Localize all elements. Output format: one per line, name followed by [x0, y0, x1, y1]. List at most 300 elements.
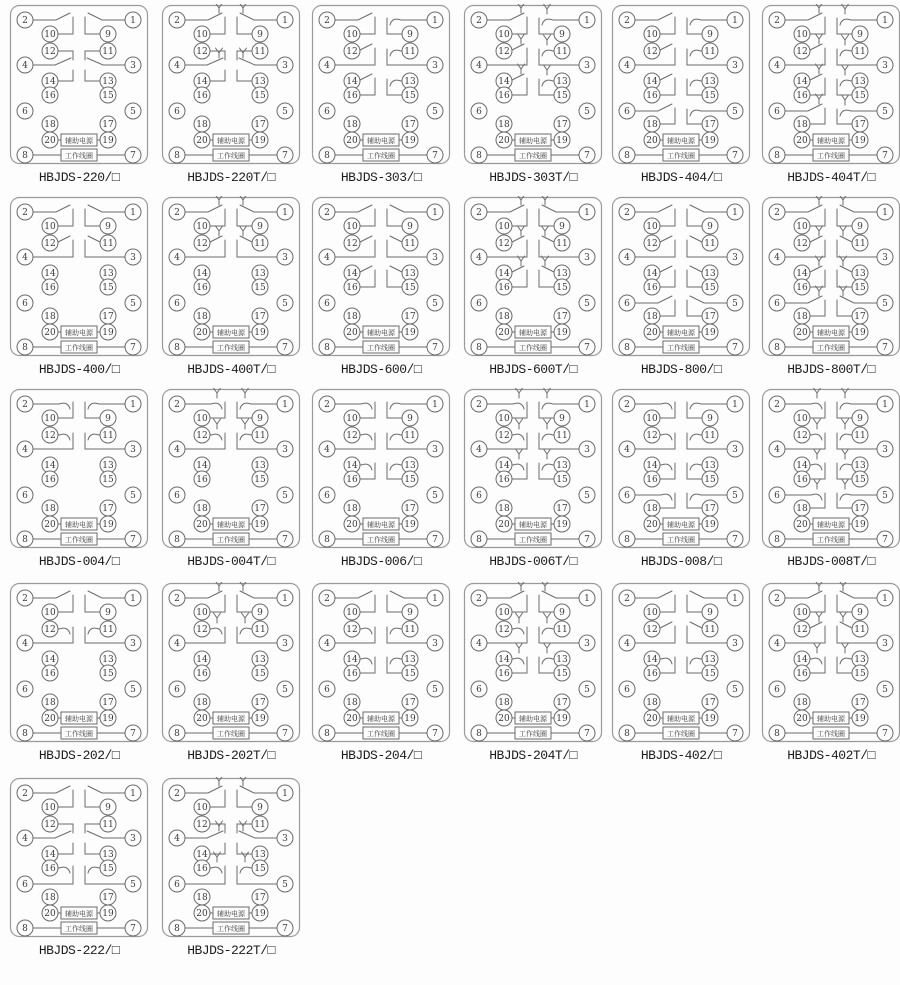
contact-nc-blade — [542, 628, 554, 634]
terminal-number: 14 — [796, 269, 808, 280]
contact-nc-fixed — [660, 657, 675, 673]
terminal-number: 3 — [282, 639, 288, 650]
terminal-number: 9 — [857, 414, 863, 425]
terminal-number: 9 — [407, 222, 413, 233]
terminal-number: 9 — [407, 608, 413, 619]
terminal-number: 19 — [854, 136, 866, 147]
work-coil-box-label: 工作线圈 — [519, 151, 547, 160]
relay-diagram — [157, 4, 305, 185]
terminal-number: 10 — [498, 608, 510, 619]
contact-no-blade — [240, 205, 277, 212]
terminal-number: 19 — [404, 520, 416, 531]
terminal-number: 14 — [44, 655, 56, 666]
terminal-number: 12 — [796, 239, 808, 250]
terminal-number: 4 — [774, 253, 780, 264]
contact-nc-fixed — [210, 402, 225, 418]
terminal-number: 18 — [44, 120, 56, 131]
terminal-number: 1 — [432, 400, 438, 411]
contact-no-fixed — [687, 270, 702, 287]
terminal-number: 12 — [346, 431, 358, 442]
terminal-number: 2 — [624, 16, 630, 27]
terminal-number: 11 — [404, 47, 416, 58]
work-coil-box-label: 工作线圈 — [217, 924, 245, 933]
schematic-drawing — [611, 4, 751, 167]
terminal-number: 9 — [707, 608, 713, 619]
relay-diagram — [757, 388, 900, 569]
contact-no-blade — [542, 591, 579, 598]
contact-no-blade — [240, 786, 277, 793]
terminal-number: 9 — [257, 414, 263, 425]
terminal-number: 2 — [324, 208, 330, 219]
schematic-drawing — [761, 196, 900, 359]
contact-no-fixed — [810, 108, 825, 124]
contact-nc-fixed — [660, 402, 675, 418]
terminal-number: 11 — [704, 47, 716, 58]
terminal-number: 12 — [196, 431, 208, 442]
terminal-number: 8 — [774, 151, 780, 162]
terminal-number: 13 — [254, 461, 266, 472]
work-coil-box-label: 工作线圈 — [65, 151, 93, 160]
contact-nc-fixed — [837, 109, 852, 124]
delay-symbol — [518, 34, 525, 44]
contact-nc-fixed — [387, 79, 402, 95]
relay-diagram — [607, 388, 755, 569]
terminal-number: 20 — [196, 328, 208, 339]
terminal-number: 15 — [556, 669, 568, 680]
terminal-number: 10 — [646, 608, 658, 619]
terminal-number: 15 — [704, 283, 716, 294]
contact-no-blade — [690, 296, 727, 303]
terminal-number: 19 — [704, 520, 716, 531]
terminal-number: 20 — [498, 714, 510, 725]
contact-no-blade — [635, 205, 672, 212]
terminal-number: 2 — [476, 594, 482, 605]
schematic-drawing — [161, 196, 301, 359]
terminal-number: 4 — [624, 253, 630, 264]
contact-nc-fixed — [837, 79, 852, 95]
terminal-number: 19 — [404, 328, 416, 339]
terminal-number: 19 — [556, 136, 568, 147]
aux-power-box-label: 辅助电源 — [217, 136, 245, 145]
terminal-number: 14 — [796, 77, 808, 88]
contact-no-fixed — [687, 300, 702, 316]
terminal-number: 14 — [44, 77, 56, 88]
terminal-number: 2 — [22, 789, 28, 800]
contact-no-blade — [785, 205, 822, 212]
delay-symbol — [816, 612, 823, 622]
terminal-number: 4 — [624, 61, 630, 72]
terminal-number: 16 — [498, 91, 510, 102]
terminal-number: 16 — [44, 283, 56, 294]
diagram-label: HBJDS-404/□ — [640, 170, 722, 185]
terminal-number: 7 — [584, 729, 590, 740]
contact-no-fixed — [810, 209, 825, 226]
terminal-number: 5 — [130, 880, 136, 891]
relay-diagram — [607, 4, 755, 185]
contact-no-blade — [542, 205, 579, 212]
relay-diagram — [459, 582, 607, 763]
contact-no-fixed — [539, 595, 554, 612]
terminal-number: 18 — [646, 312, 658, 323]
terminal-number: 8 — [774, 729, 780, 740]
terminal-number: 5 — [432, 685, 438, 696]
contact-nc-blade — [88, 628, 100, 634]
terminal-number: 15 — [704, 91, 716, 102]
work-coil-box-label: 工作线圈 — [519, 343, 547, 352]
terminal-number: 15 — [404, 475, 416, 486]
terminal-number: 10 — [498, 30, 510, 41]
terminal-number: 20 — [44, 328, 56, 339]
contact-nc-blade — [840, 464, 852, 470]
schematic-drawing — [761, 4, 900, 167]
terminal-number: 7 — [432, 729, 438, 740]
contact-co-lower — [210, 70, 225, 81]
contact-nc-blade — [58, 867, 70, 873]
terminal-number: 12 — [646, 47, 658, 58]
delay-symbol — [842, 479, 849, 489]
contact-no-blade — [487, 205, 524, 212]
terminal-number: 16 — [796, 283, 808, 294]
terminal-number: 18 — [646, 698, 658, 709]
contact-nc-blade — [542, 434, 554, 440]
terminal-number: 19 — [704, 328, 716, 339]
terminal-number: 6 — [22, 880, 28, 891]
contact-nc-blade — [390, 658, 402, 664]
contact-nc-blade — [210, 628, 222, 634]
relay-diagram — [5, 4, 153, 185]
terminal-number: 1 — [130, 594, 136, 605]
terminal-number: 4 — [324, 253, 330, 264]
terminal-number: 11 — [254, 625, 266, 636]
work-coil-box-label: 工作线圈 — [367, 151, 395, 160]
contact-nc-fixed — [837, 402, 852, 418]
diagram-label: HBJDS-222/□ — [38, 943, 120, 958]
delay-symbol — [542, 226, 549, 236]
terminal-number: 12 — [646, 239, 658, 250]
terminal-number: 14 — [346, 461, 358, 472]
terminal-number: 20 — [646, 136, 658, 147]
terminal-number: 8 — [324, 535, 330, 546]
terminal-number: 15 — [102, 669, 114, 680]
terminal-number: 1 — [584, 16, 590, 27]
terminal-number: 14 — [796, 461, 808, 472]
contact-no-fixed — [58, 595, 73, 612]
contact-nc-fixed — [360, 463, 375, 479]
relay-diagram — [757, 196, 900, 377]
terminal-number: 4 — [624, 445, 630, 456]
work-coil-box-label: 工作线圈 — [519, 729, 547, 738]
terminal-number: 13 — [102, 77, 114, 88]
terminal-number: 16 — [44, 475, 56, 486]
terminal-number: 12 — [346, 239, 358, 250]
terminal-number: 10 — [498, 222, 510, 233]
contact-no-fixed — [810, 270, 825, 287]
aux-power-box-label: 辅助电源 — [667, 714, 695, 723]
delay-symbol — [544, 613, 551, 623]
terminal-number: 16 — [196, 283, 208, 294]
terminal-number: 11 — [556, 625, 568, 636]
terminal-number: 8 — [22, 535, 28, 546]
terminal-number: 13 — [254, 77, 266, 88]
terminal-number: 16 — [44, 669, 56, 680]
contact-nc-blade — [542, 403, 579, 409]
contact-nc-fixed — [387, 463, 402, 479]
contact-no-blade — [88, 786, 125, 793]
terminal-number: 3 — [432, 445, 438, 456]
terminal-number: 2 — [22, 594, 28, 605]
terminal-number: 18 — [498, 120, 510, 131]
terminal-number: 6 — [624, 299, 630, 310]
terminal-number: 13 — [556, 461, 568, 472]
terminal-number: 20 — [44, 714, 56, 725]
terminal-number: 5 — [732, 107, 738, 118]
terminal-number: 2 — [324, 594, 330, 605]
terminal-number: 4 — [22, 61, 28, 72]
contact-no-blade — [185, 786, 222, 793]
terminal-number: 3 — [584, 445, 590, 456]
terminal-number: 3 — [584, 639, 590, 650]
terminal-number: 5 — [882, 299, 888, 310]
terminal-number: 9 — [257, 608, 263, 619]
terminal-number: 18 — [196, 698, 208, 709]
terminal-number: 6 — [174, 299, 180, 310]
contact-nc-blade — [635, 494, 672, 500]
terminal-number: 5 — [432, 107, 438, 118]
terminal-number: 7 — [130, 924, 136, 935]
contact-no-fixed — [810, 78, 825, 95]
terminal-number: 18 — [44, 698, 56, 709]
terminal-number: 18 — [44, 504, 56, 515]
terminal-number: 16 — [196, 475, 208, 486]
delay-symbol — [216, 226, 223, 236]
contact-no-blade — [785, 13, 822, 20]
terminal-number: 7 — [282, 924, 288, 935]
diagram-label: HBJDS-303T/□ — [489, 170, 577, 185]
terminal-number: 4 — [774, 445, 780, 456]
terminal-number: 17 — [704, 312, 716, 323]
terminal-number: 20 — [796, 136, 808, 147]
terminal-number: 5 — [584, 299, 590, 310]
terminal-number: 2 — [774, 400, 780, 411]
contact-no-fixed — [512, 209, 527, 226]
relay-diagram — [757, 582, 900, 763]
terminal-number: 15 — [102, 864, 114, 875]
terminal-number: 20 — [346, 328, 358, 339]
terminal-number: 13 — [254, 655, 266, 666]
work-coil-box-label: 工作线圈 — [667, 343, 695, 352]
terminal-number: 15 — [854, 475, 866, 486]
terminal-number: 5 — [584, 107, 590, 118]
terminal-number: 9 — [707, 222, 713, 233]
terminal-number: 18 — [646, 504, 658, 515]
terminal-number: 17 — [254, 893, 266, 904]
relay-diagram — [5, 582, 153, 763]
terminal-number: 5 — [732, 299, 738, 310]
terminal-number: 7 — [282, 343, 288, 354]
contact-nc-blade — [390, 403, 427, 409]
terminal-number: 6 — [324, 685, 330, 696]
contact-nc-blade — [810, 658, 822, 664]
terminal-number: 7 — [130, 151, 136, 162]
schematic-drawing — [161, 582, 301, 745]
contact-no-fixed — [360, 78, 375, 95]
terminal-number: 14 — [498, 77, 510, 88]
terminal-number: 10 — [796, 222, 808, 233]
contact-nc-blade — [487, 403, 524, 409]
terminal-number: 17 — [254, 312, 266, 323]
terminal-number: 16 — [196, 864, 208, 875]
terminal-number: 17 — [704, 504, 716, 515]
contact-nc-blade — [512, 464, 524, 470]
terminal-number: 3 — [732, 253, 738, 264]
terminal-number: 15 — [102, 475, 114, 486]
contact-nc-fixed — [687, 463, 702, 479]
contact-nc-blade — [810, 464, 822, 470]
contact-no-blade — [635, 296, 672, 303]
diagram-label: HBJDS-402T/□ — [787, 748, 875, 763]
delay-symbol — [840, 612, 847, 622]
terminal-number: 1 — [732, 594, 738, 605]
terminal-number: 5 — [584, 491, 590, 502]
terminal-number: 17 — [404, 698, 416, 709]
contact-nc-fixed — [387, 402, 402, 418]
terminal-number: 9 — [559, 222, 565, 233]
terminal-number: 13 — [102, 850, 114, 861]
aux-power-box-label: 辅助电源 — [217, 520, 245, 529]
terminal-number: 10 — [196, 222, 208, 233]
terminal-number: 14 — [646, 461, 658, 472]
terminal-number: 12 — [498, 239, 510, 250]
terminal-number: 10 — [44, 414, 56, 425]
terminal-number: 13 — [404, 269, 416, 280]
relay-diagram — [5, 777, 153, 958]
schematic-drawing — [9, 582, 149, 745]
terminal-number: 15 — [556, 475, 568, 486]
work-coil-box-label: 工作线圈 — [667, 535, 695, 544]
terminal-number: 17 — [556, 504, 568, 515]
terminal-number: 19 — [102, 909, 114, 920]
terminal-number: 3 — [732, 639, 738, 650]
diagram-label: HBJDS-202T/□ — [187, 748, 275, 763]
terminal-number: 13 — [404, 655, 416, 666]
terminal-number: 19 — [854, 714, 866, 725]
work-coil-box-label: 工作线圈 — [667, 151, 695, 160]
contact-no-blade — [335, 205, 372, 212]
diagram-label: HBJDS-004/□ — [38, 554, 120, 569]
contact-nc-blade — [512, 658, 524, 664]
terminal-number: 13 — [404, 461, 416, 472]
terminal-number: 14 — [796, 655, 808, 666]
contact-nc-blade — [690, 80, 702, 86]
relay-diagram — [157, 582, 305, 763]
terminal-number: 19 — [102, 328, 114, 339]
contact-no-fixed — [660, 17, 675, 34]
terminal-number: 2 — [22, 16, 28, 27]
terminal-number: 11 — [404, 431, 416, 442]
terminal-number: 10 — [796, 414, 808, 425]
contact-no-fixed — [85, 790, 100, 807]
contact-nc-blade — [390, 19, 427, 25]
delay-symbol — [240, 821, 247, 831]
delay-symbol — [516, 419, 523, 429]
contact-nc-blade — [210, 867, 222, 873]
delay-symbol — [544, 643, 551, 653]
contact-nc-fixed — [360, 657, 375, 673]
contact-no-fixed — [660, 300, 675, 316]
terminal-number: 2 — [774, 208, 780, 219]
terminal-number: 11 — [854, 239, 866, 250]
terminal-number: 3 — [432, 253, 438, 264]
aux-power-box-label: 辅助电源 — [667, 136, 695, 145]
terminal-number: 2 — [774, 16, 780, 27]
terminal-number: 3 — [130, 61, 136, 72]
delay-symbol — [242, 419, 249, 429]
contact-no-fixed — [512, 595, 527, 612]
schematic-drawing — [161, 4, 301, 167]
terminal-number: 11 — [854, 431, 866, 442]
terminal-number: 10 — [346, 414, 358, 425]
terminal-number: 5 — [732, 491, 738, 502]
contact-nc-blade — [690, 658, 702, 664]
delay-symbol — [842, 643, 849, 653]
terminal-number: 8 — [476, 343, 482, 354]
contact-no-blade — [635, 591, 672, 598]
contact-no-fixed — [360, 17, 375, 34]
contact-no-fixed — [387, 209, 402, 226]
diagram-label: HBJDS-800T/□ — [787, 362, 875, 377]
relay-diagram — [157, 196, 305, 377]
terminal-number: 16 — [646, 91, 658, 102]
contact-no-fixed — [58, 790, 73, 807]
contact-no-fixed — [810, 300, 825, 316]
terminal-number: 5 — [130, 299, 136, 310]
contact-no-fixed — [837, 209, 852, 226]
relay-diagram — [607, 196, 755, 377]
terminal-number: 13 — [854, 655, 866, 666]
contact-no-fixed — [810, 17, 825, 34]
work-coil-box-label: 工作线圈 — [217, 729, 245, 738]
terminal-number: 7 — [282, 151, 288, 162]
terminal-number: 18 — [346, 120, 358, 131]
delay-symbol — [214, 613, 221, 623]
terminal-number: 1 — [882, 594, 888, 605]
terminal-number: 4 — [324, 61, 330, 72]
work-coil-box-label: 工作线圈 — [65, 535, 93, 544]
terminal-number: 8 — [22, 729, 28, 740]
contact-nc-fixed — [687, 657, 702, 673]
terminal-number: 4 — [476, 61, 482, 72]
terminal-number: 11 — [556, 431, 568, 442]
terminal-number: 1 — [282, 208, 288, 219]
terminal-number: 11 — [704, 431, 716, 442]
contact-nc-blade — [690, 403, 727, 409]
terminal-number: 12 — [498, 431, 510, 442]
terminal-number: 3 — [732, 445, 738, 456]
contact-nc-blade — [240, 403, 277, 409]
terminal-number: 16 — [346, 669, 358, 680]
aux-power-box-label: 辅助电源 — [817, 520, 845, 529]
contact-nc-blade — [542, 19, 579, 25]
diagram-label: HBJDS-600/□ — [340, 362, 422, 377]
contact-nc-blade — [635, 403, 672, 409]
terminal-number: 5 — [282, 880, 288, 891]
terminal-number: 16 — [44, 864, 56, 875]
contact-nc-blade — [690, 19, 727, 25]
terminal-number: 3 — [282, 61, 288, 72]
contact-nc-fixed — [58, 402, 73, 418]
terminal-number: 4 — [774, 61, 780, 72]
terminal-number: 2 — [624, 400, 630, 411]
